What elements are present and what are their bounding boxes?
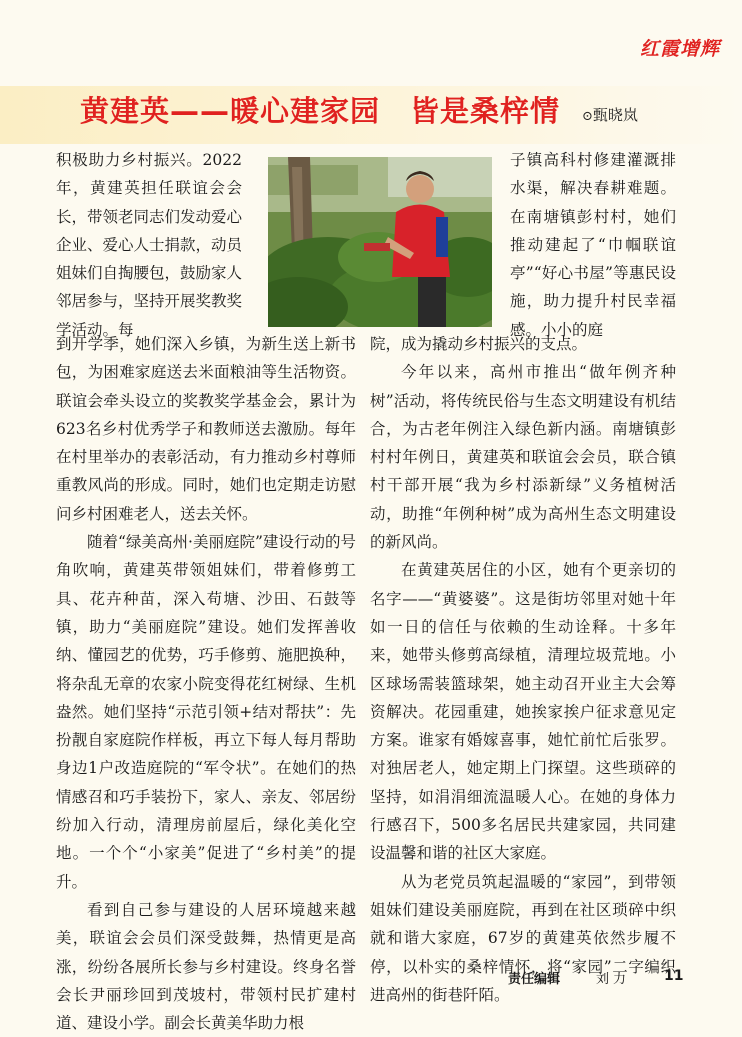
footer-editor-name: 刘力 bbox=[596, 972, 631, 987]
author-mark-icon: ⊙ bbox=[582, 109, 593, 124]
paragraph: 子镇高科村修建灌溉排水渠，解决春耕难题。在南塘镇彭村村，她们推动建起了“巾帼联谊亭”“好心书屋”等惠民设施，助力提升村民幸福感。小小的庭 bbox=[510, 151, 676, 339]
paragraph: 到开学季，她们深入乡镇，为新生送上新书包，为困难家庭送去米面粮油等生活物资。联谊会牵头设立的奖教奖学基金会，累计为623名乡村优秀学子和教师送去激励。每年在村里举办的表彰活动，有力推动乡村尊师重教风尚的形成。同时，她们也定期走访慰问乡村困难老人，送去关怀。 bbox=[56, 335, 356, 523]
paragraph: 看到自己参与建设的人居环境越来越美，联谊会会员们深受鼓舞，热情更是高涨，纷纷各展所长参与乡村建设。终身名誉会长尹丽珍回到茂坡村，带领村民扩建村道、建设小学。副会长黄美华助力根 bbox=[56, 900, 356, 1033]
right-column-top bbox=[510, 146, 676, 344]
paragraph: 在黄建英居住的小区，她有个更亲切的名字——“黄婆婆”。这是街坊邻里对她十年如一日的信任与依赖的生动诠释。十多年来，她带头修剪高绿植，清理垃圾荒地。小区球场需装篮球架，她主动召开业主大会筹资解决。花园重建，她挨家挨户征求意见定方案。谁家有婚嫁喜事，她忙前忙后张罗。对独居老人，她定期上门探望。这些琐碎的坚持，如涓涓细流温暖人心。在她的身体力行感召下，500多名居民共建家园，共同建设温馨和谐的社区大家庭。 bbox=[370, 561, 676, 863]
paragraph: 积极助力乡村振兴。2022年，黄建英担任联谊会会长，带领老同志们发动爱心企业、爱心人士捐款，动员姐妹们自掏腰包，鼓励家人邻居参与，坚持开展奖教奖学活动。每 bbox=[56, 151, 243, 339]
article-photo bbox=[268, 157, 492, 327]
author-byline bbox=[582, 104, 638, 125]
left-column-top bbox=[56, 146, 242, 344]
woman-pruning-plants-photo bbox=[268, 157, 492, 327]
paragraph: 今年以来，高州市推出“做年例齐种树”活动，将传统民俗与生态文明建设有机结合，为古老年例注入绿色新内涵。南塘镇彭村村年例日，黄建英和联谊会会员，联合镇村干部开展“我为乡村添新绿”义务植树活动，助推“年例种树”成为高州生态文明建设的新风尚。 bbox=[370, 363, 676, 552]
paragraph: 随着“绿美高州·美丽庭院”建设行动的号角吹响，黄建英带领姐妹们，带着修剪工具、花卉种苗，深入苟塘、沙田、石鼓等镇，助力“美丽庭院”建设。她们发挥善收纳、懂园艺的优势，巧手修剪、施肥换种，将杂乱无章的农家小院变得花红树绿、生机盎然。她们坚持“示范引领+结对帮扶”：先扮靓自家庭院作样板，再立下每人每月帮助身边1户改造庭院的“军令状”。在她们的热情感召和巧手装扮下，家人、亲友、邻居纷纷加入行动，清理房前屋后，绿化美化空地。一个个“小家美”促进了“乡村美”的提升。 bbox=[56, 533, 356, 891]
paragraph: 从为老党员筑起温暖的“家园”，到带领姐妹们建设美丽庭院，再到在社区琐碎中织就和谐大家庭，67岁的黄建英依然步履不停，以朴实的桑梓情怀，将“家园”二字编织进高州的街巷阡陌。 bbox=[370, 872, 676, 1004]
paragraph: 院，成为撬动乡村振兴的支点。 bbox=[370, 335, 588, 353]
page-number: 11 bbox=[664, 968, 684, 984]
section-tag: 红霞增辉 bbox=[639, 38, 720, 60]
left-column bbox=[56, 330, 356, 1037]
author-name: 甄晓岚 bbox=[592, 106, 638, 124]
right-column bbox=[370, 330, 676, 1009]
footer-editor-label: 责任编辑 bbox=[508, 972, 561, 987]
article-title: 黄建英——暖心建家园 皆是桑梓情 bbox=[80, 94, 561, 128]
